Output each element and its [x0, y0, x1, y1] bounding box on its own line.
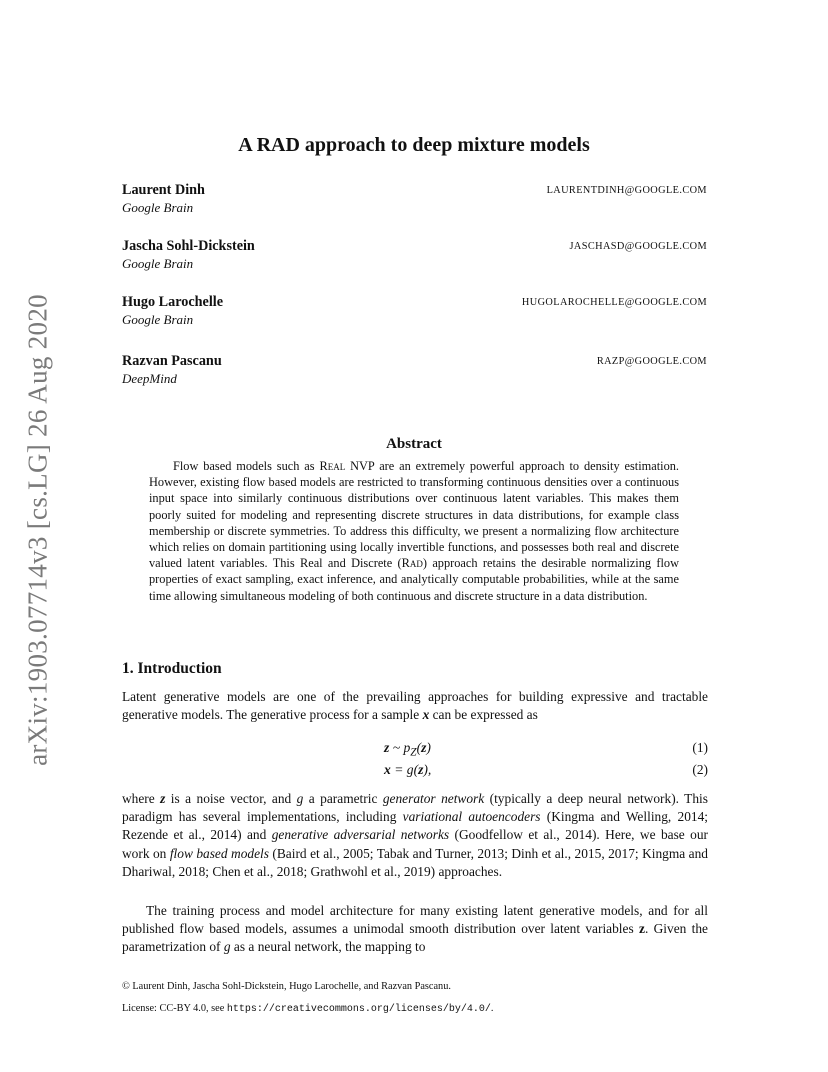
author-email: JASCHASD@GOOGLE.COM	[569, 241, 707, 252]
body-paragraph: where z is a noise vector, and g a parametric generator network (typically a deep neural network). This paradigm has several implementations, including variational autoencoders (Kingma and Welling, 2014; Rezende et al., 2014) and generative adversarial networks (Goodfellow et al., 2014). Here, we base our work on flow based models (Baird et al., 2005; Tabak and Turner, 2013; Dinh et al., 2015, 2017; Kingma and Dhariwal, 2018; Chen et al., 2018; Grathwohl et al., 2019) approaches.	[122, 791, 708, 879]
author-block	[122, 353, 707, 393]
author-block	[122, 182, 707, 222]
arxiv-identifier: arXiv:1903.07714v3 [cs.LG] 26 Aug 2020	[22, 294, 53, 766]
author-affiliation: Google Brain	[122, 200, 194, 215]
body-paragraph: The training process and model architecture for many existing latent generative models, and for all published flow based models, assumes a unimodal smooth distribution over latent variables z. Given the parametrization of g as a neural network, the mapping to	[122, 903, 708, 955]
author-email: HUGOLAROCHELLE@GOOGLE.COM	[521, 297, 707, 308]
abstract-body: Flow based models such as Real NVP are an extremely powerful approach to density estimation. However, existing flow based models are restricted to transforming continuous densities over a continuous input space into similarly continuous distributions over continuous latent variables. This makes them poorly suited for modeling and representing discrete structures in data distributions, for example class membership or discrete symmetries. To address this difficulty, we present a normalizing flow architecture which relies on domain partitioning using locally invertible functions, and possesses both real and discrete valued latent variables. This Real and Discrete (Rad) approach retains the desirable normalizing flow properties of exact sampling, exact inference, and analytically computable probabilities, while at the same time allowing simultaneous modeling of both continuous and discrete structure in a data distribution.	[149, 459, 680, 603]
equation-body: z ~ $p_Z(z)$	[384, 740, 431, 759]
author-email: LAURENTDINH@GOOGLE.COM	[546, 185, 707, 196]
author-name: Hugo Larochelle	[122, 294, 224, 310]
paper-title: A RAD approach to deep mixture models	[238, 134, 590, 156]
author-email: RAZP@GOOGLE.COM	[596, 356, 707, 367]
author-block	[122, 238, 707, 278]
equation-number: (1)	[692, 740, 708, 755]
equation	[122, 762, 708, 780]
author-name: Laurent Dinh	[122, 182, 205, 198]
author-affiliation: Google Brain	[122, 256, 194, 271]
section-heading: 1. Introduction	[122, 660, 222, 677]
author-block	[122, 294, 707, 334]
arxiv-sidebar	[18, 294, 58, 766]
equation	[122, 740, 708, 758]
equation-body: x = g(z),	[384, 762, 432, 777]
equation-number: (2)	[692, 762, 708, 777]
author-affiliation: DeepMind	[122, 371, 177, 386]
abstract-heading: Abstract	[386, 436, 442, 452]
author-name: Jascha Sohl-Dickstein	[122, 238, 255, 254]
author-affiliation: Google Brain	[122, 312, 194, 327]
license-link[interactable]: https://creativecommons.org/licenses/by/4.0/	[226, 1004, 491, 1015]
author-name: Razvan Pascanu	[122, 353, 222, 369]
license-notice: License: CC-BY 4.0, see https://creativecommons.org/licenses/by/4.0/.	[122, 1003, 494, 1015]
copyright-notice: © Laurent Dinh, Jascha Sohl-Dickstein, Hugo Larochelle, and Razvan Pascanu.	[122, 981, 451, 992]
body-paragraph: Latent generative models are one of the prevailing approaches for building expressive and tractable generative models. The generative process for a sample x can be expressed as	[122, 689, 708, 723]
